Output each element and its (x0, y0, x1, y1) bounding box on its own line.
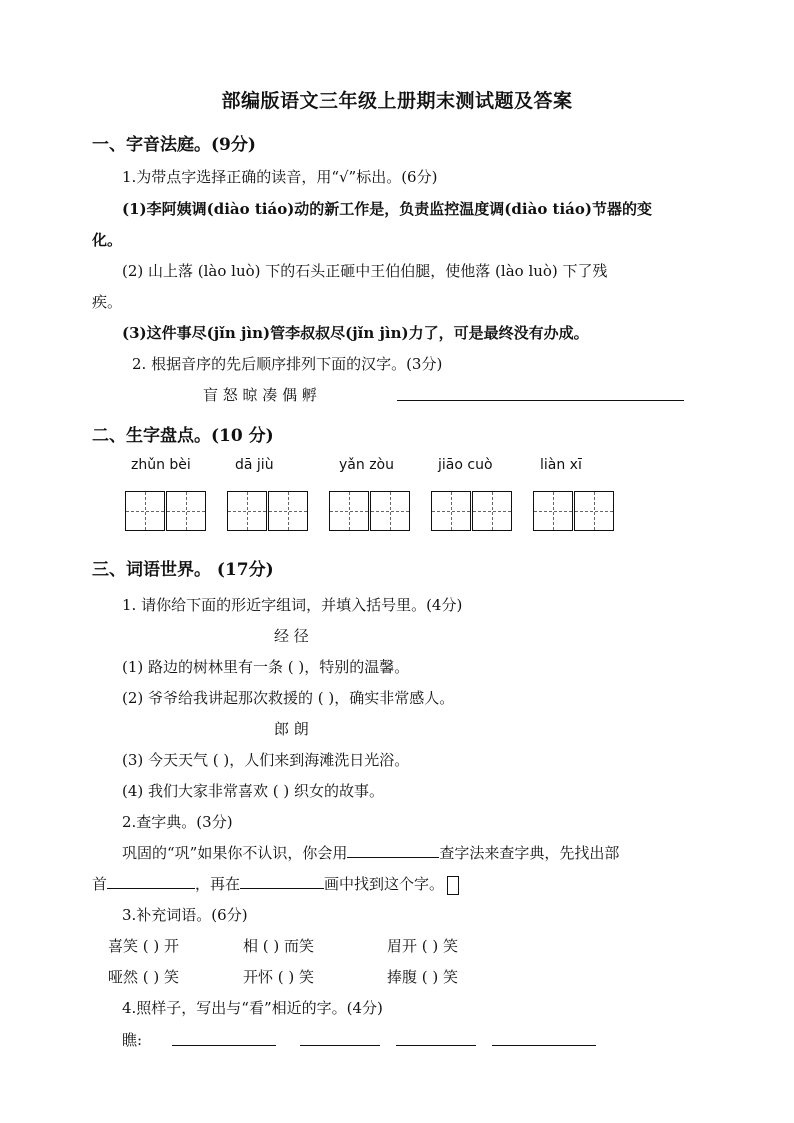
grid-cell[interactable] (370, 491, 410, 531)
page-title: 部编版语文三年级上册期末测试题及答案 (221, 90, 573, 112)
grid-cell[interactable] (227, 491, 267, 531)
dict-blank-strokes[interactable] (240, 874, 324, 889)
idiom-2: 相 ( ) 而笑 (243, 937, 315, 955)
writing-grid-5[interactable] (533, 491, 615, 531)
s1-q1-item1: (1)李阿姨调(diào tiáo)动的新工作是，负责监控温度调(diào tiáo)节器的变 (122, 200, 652, 218)
pinyin-2: dā jiù (235, 457, 274, 473)
grid-cell[interactable] (533, 491, 573, 531)
s1-q2-answer-line[interactable] (397, 400, 684, 401)
pinyin-1: zhǔn bèi (131, 457, 191, 473)
dict-text-a: 巩固的“巩”如果你不认识，你会用 (122, 844, 348, 862)
grid-cell[interactable] (431, 491, 471, 531)
s3-sentence4: (4) 我们大家非常喜欢 ( ) 织女的故事。 (122, 782, 385, 800)
s3-question1: 1. 请你给下面的形近字组词，并填入括号里。(4分) (122, 596, 463, 614)
section1-heading: 一、字音法庭。(9分) (92, 135, 256, 155)
idiom-5: 开怀 ( ) 笑 (243, 968, 315, 986)
grid-cell[interactable] (166, 491, 206, 531)
dict-text-e: 画中找到这个字。 (324, 875, 445, 893)
s3-pair1: 经 径 (274, 627, 309, 645)
s1-q1-item2: (2) 山上落 (lào luò) 下的石头正砸中王伯伯腿，使他落 (lào luò) 下了残 (122, 262, 608, 280)
s3-question4: 4.照样子，写出与“看”相近的字。(4分) (122, 999, 383, 1017)
section2-heading: 二、生字盘点。(10 分) (92, 426, 274, 446)
s1-question2: 2. 根据音序的先后顺序排列下面的汉字。(3分) (132, 355, 443, 373)
idiom-1: 喜笑 ( ) 开 (108, 937, 180, 955)
s1-question1: 1.为带点字选择正确的读音，用“√”标出。(6分) (122, 168, 438, 186)
writing-grid-4[interactable] (431, 491, 513, 531)
writing-grid-2[interactable] (227, 491, 309, 531)
q4-blank-1[interactable] (172, 1045, 276, 1046)
section3-heading: 三、词语世界。 (17分) (92, 560, 274, 580)
q4-blank-4[interactable] (492, 1045, 596, 1046)
idiom-4: 哑然 ( ) 笑 (108, 968, 180, 986)
s3-pair2: 郎 朗 (274, 720, 309, 738)
dict-blank-radical[interactable] (107, 874, 195, 889)
s3-dict-line2 (92, 873, 459, 895)
dict-text-b: 查字法来查字典，先找出部 (439, 844, 620, 862)
dict-blank-method[interactable] (347, 843, 439, 858)
grid-cell[interactable] (268, 491, 308, 531)
s3-dict-line1 (122, 842, 619, 863)
idiom-3: 眉开 ( ) 笑 (387, 937, 459, 955)
dict-text-c: 首 (92, 875, 108, 893)
q4-blank-2[interactable] (300, 1045, 380, 1046)
writing-grid-3[interactable] (329, 491, 411, 531)
s1-q1-item1-cont: 化。 (92, 231, 123, 249)
q4-blank-3[interactable] (396, 1045, 476, 1046)
s1-q1-item3: (3)这件事尽(jǐn jìn)管李叔叔尽(jǐn jìn)力了，可是最终没有办成。 (122, 324, 589, 342)
pinyin-5: liàn xī (540, 457, 582, 473)
grid-cell[interactable] (125, 491, 165, 531)
grid-cell[interactable] (574, 491, 614, 531)
pinyin-3: yǎn zòu (339, 457, 394, 473)
s3-question3: 3.补充词语。(6分) (122, 906, 248, 924)
text-cursor-box (447, 876, 459, 895)
writing-grid-1[interactable] (125, 491, 207, 531)
dict-text-d: ，再在 (195, 875, 241, 893)
idiom-6: 捧腹 ( ) 笑 (387, 968, 459, 986)
s3-sentence1: (1) 路边的树林里有一条 ( )，特别的温馨。 (122, 658, 410, 676)
s3-sentence3: (3) 今天天气 ( )，人们来到海滩洗日光浴。 (122, 751, 410, 769)
s1-q1-item2-cont: 疾。 (92, 293, 123, 311)
s3-sentence2: (2) 爷爷给我讲起那次救援的 ( )，确实非常感人。 (122, 689, 455, 707)
s3-q4-label: 瞧: (122, 1031, 143, 1049)
pinyin-4: jiāo cuò (438, 457, 493, 473)
s1-q2-chars: 盲 怒 晾 凑 偶 孵 (203, 386, 317, 404)
s3-question2: 2.查字典。(3分) (122, 813, 233, 831)
grid-cell[interactable] (472, 491, 512, 531)
grid-cell[interactable] (329, 491, 369, 531)
